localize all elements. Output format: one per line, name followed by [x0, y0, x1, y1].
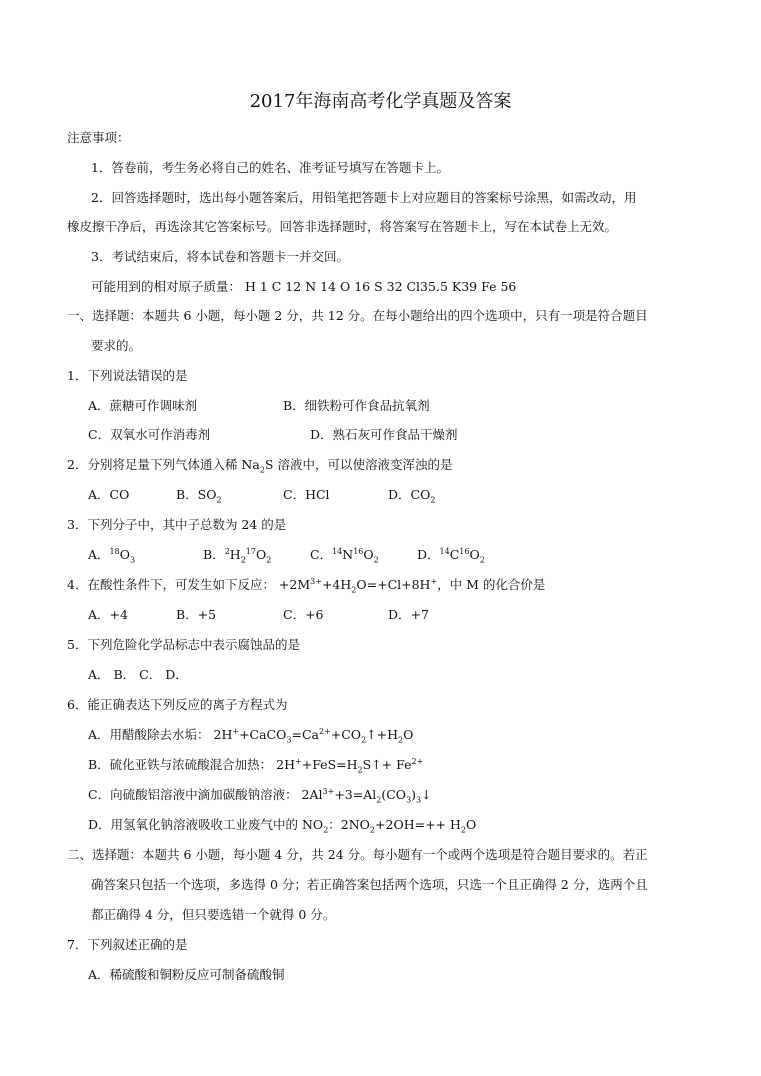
question-6-option-d: [88, 817, 476, 833]
q6-d-sub3: 2: [460, 825, 466, 835]
q4-stem-end: ，中 M 的化合价是: [437, 577, 546, 592]
q4-stem-sub: 2: [351, 585, 357, 595]
q6-a-mid3: +CO: [330, 727, 362, 742]
q6-d-mid: ：2NO: [328, 817, 370, 832]
q6-c-pre: C．向硫酸铝溶液中滴加碳酸钠溶液： 2Al: [88, 787, 323, 802]
q3-d-mid1: C: [449, 547, 460, 562]
q6-c-mid3: ): [411, 787, 417, 802]
question-5-options: A． B． C． D．: [88, 667, 188, 682]
q6-c-sub3: 3: [416, 795, 422, 805]
q4-stem-pre: 4．在酸性条件下，可发生如下反应： +2M: [67, 577, 311, 592]
q3-d-sup1: 14: [439, 546, 450, 556]
q3-a-mid: O: [119, 547, 130, 562]
q3-d-sup2: 16: [459, 546, 470, 556]
section1-instructions-cont: 要求的。: [91, 338, 142, 353]
q3-d-sub: 2: [479, 555, 485, 565]
q2-stem-sub: 2: [259, 465, 265, 475]
question-5-stem: 5．下列危险化学品标志中表示腐蚀品的是: [67, 637, 300, 652]
q3-c-sup1: 14: [332, 546, 343, 556]
q2-d-sub: 2: [430, 495, 436, 505]
q3-c-mid1: N: [342, 547, 354, 562]
q3-c-sub: 2: [373, 555, 379, 565]
q6-d-end: +2OH=++ H: [375, 817, 461, 832]
question-2-stem: [67, 457, 452, 473]
q6-a-sub3: 2: [398, 735, 404, 745]
q3-a-pre: A．: [88, 547, 110, 562]
q3-b-sup2: 17: [245, 546, 256, 556]
q3-b-sup1: 2: [224, 546, 230, 556]
q6-c-sub2: 3: [406, 795, 412, 805]
q6-c-end: ↓: [421, 787, 432, 802]
q3-b-mid1: H: [229, 547, 241, 562]
question-1-option-c: C．双氧水可作消毒剂: [88, 427, 211, 442]
question-3-option-c: [310, 547, 379, 563]
question-3-option-d: [417, 547, 485, 563]
q6-a-sup2: 2+: [318, 726, 331, 736]
notice-item-1: 1．答卷前，考生务必将自己的姓名、准考证号填写在答题卡上。: [91, 160, 449, 175]
q3-c-mid2: O: [363, 547, 374, 562]
notice-item-2: 2．回答选择题时，选出每小题答案后，用铅笔把答题卡上对应题目的答案标号涂黑，如需改动，用: [91, 190, 637, 205]
q6-a-sub1: 3: [286, 735, 292, 745]
q6-c-mid: +3=Al: [334, 787, 377, 802]
q6-a-fin: O: [403, 727, 414, 742]
atomic-masses: 可能用到的相对原子质量： H 1 C 12 N 14 O 16 S 32 Cl35.5 K39 Fe 56: [91, 279, 517, 294]
q6-d-pre: D．用氢氧化钠溶液吸收工业废气中的 NO: [88, 817, 324, 832]
q3-d-mid2: O: [469, 547, 480, 562]
q3-a-sup: 18: [109, 546, 120, 556]
q4-stem-post: O=+Cl+8H: [356, 577, 431, 592]
q6-c-mid2: (CO: [381, 787, 407, 802]
q6-b-mid2: S↑+ Fe: [362, 757, 412, 772]
q6-c-sup: 3+: [322, 786, 335, 796]
q6-a-sup1: +: [232, 726, 240, 736]
question-4-option-a: A．+4: [88, 607, 128, 622]
page-title: 2017年海南高考化学真题及答案: [249, 91, 512, 112]
question-3-option-a: [88, 547, 135, 563]
q2-b-sub: 2: [216, 495, 222, 505]
question-4-stem: [67, 577, 545, 593]
question-2-option-d: [388, 487, 435, 503]
q3-c-sup2: 16: [353, 546, 364, 556]
question-4-option-c: C．+6: [283, 607, 324, 622]
question-1-option-b: B．细铁粉可作食品抗氧剂: [283, 398, 430, 413]
q6-d-sub1: 2: [323, 825, 329, 835]
q4-stem-mid: +4H: [321, 577, 352, 592]
q2-b-pre: B．SO: [176, 487, 217, 502]
question-2-option-b: [176, 487, 222, 503]
q3-b-sub2: 2: [266, 555, 272, 565]
question-6-option-a: [88, 727, 413, 743]
q3-b-mid2: O: [255, 547, 267, 562]
question-4-option-b: B．+5: [176, 607, 217, 622]
notice-item-3: 3．考试结束后，将本试卷和答题卡一并交回。: [91, 249, 349, 264]
q2-d-pre: D．CO: [388, 487, 431, 502]
section2-instructions-cont-2: 都正确得 4 分，但只要选错一个就得 0 分。: [91, 907, 336, 922]
q6-a-end: ↑+H: [366, 727, 399, 742]
q4-stem-sup2: +: [430, 576, 438, 586]
question-6-stem: 6．能正确表达下列反应的离子方程式为: [67, 697, 288, 712]
q6-d-sub2: 2: [369, 825, 376, 835]
question-1-option-a: A．蔗糖可作调味剂: [88, 398, 198, 413]
q4-stem-sup: 3+: [310, 576, 322, 586]
question-1-stem: 1．下列说法错误的是: [67, 368, 188, 383]
question-6-option-c: [88, 787, 432, 803]
question-2-option-a: A．CO: [88, 487, 130, 502]
question-4-option-d: D．+7: [388, 607, 429, 622]
question-2-option-c: C．HCl: [283, 487, 330, 502]
section2-instructions-cont-1: 确答案只包括一个选项，多选得 0 分；若正确答案包括两个选项，只选一个且正确得 2 分，选两个且: [91, 877, 648, 892]
question-3-option-b: [203, 547, 271, 563]
section1-instructions: 一、选择题：本题共 6 小题，每小题 2 分，共 12 分。在每小题给出的四个选项中，只有一项是符合题目: [67, 308, 648, 323]
q3-d-pre: D．: [417, 547, 440, 562]
question-6-option-b: [88, 757, 423, 773]
question-3-stem: 3．下列分子中，其中子总数为 24 的是: [67, 517, 287, 532]
q3-b-pre: B．: [203, 547, 225, 562]
q6-a-mid2: =Ca: [291, 727, 319, 742]
q2-stem-post: S 溶液中，可以使溶液变浑浊的是: [264, 457, 453, 472]
q6-d-fin: O: [465, 817, 477, 832]
q6-b-mid1: +FeS=H: [301, 757, 358, 772]
notice-item-2-cont: 橡皮擦干净后，再选涂其它答案标号。回答非选择题时，将答案写在答题卡上，写在本试卷上无效。: [67, 219, 618, 234]
q6-a-pre: A．用醋酸除去水垢： 2H: [88, 727, 233, 742]
q6-a-mid1: +CaCO: [239, 727, 287, 742]
q6-b-sup2: 2+: [411, 756, 424, 766]
q6-c-sub1: 2: [376, 795, 382, 805]
q3-b-sub1: 2: [240, 555, 246, 565]
question-7-stem: 7．下列叙述正确的是: [67, 937, 188, 952]
q2-stem-pre: 2．分别将足量下列气体通入稀 Na: [67, 457, 260, 472]
q3-c-pre: C．: [310, 547, 333, 562]
q6-b-sup1: +: [295, 756, 302, 766]
notice-heading: 注意事项：: [67, 130, 130, 145]
question-1-option-d: D．熟石灰可作食品干燥剂: [310, 427, 458, 442]
section2-instructions: 二、选择题：本题共 6 小题，每小题 4 分，共 24 分。每小题有一个或两个选项是符合题目要求的。若正: [67, 847, 648, 862]
q3-a-sub: 3: [129, 555, 136, 565]
q6-b-sub1: 2: [357, 765, 363, 775]
question-7-option-a: A．稀硫酸和铜粉反应可制备硫酸铜: [88, 967, 285, 982]
q6-a-sub2: 2: [361, 735, 367, 745]
q6-b-pre: B．硫化亚铁与浓硫酸混合加热： 2H: [88, 757, 296, 772]
